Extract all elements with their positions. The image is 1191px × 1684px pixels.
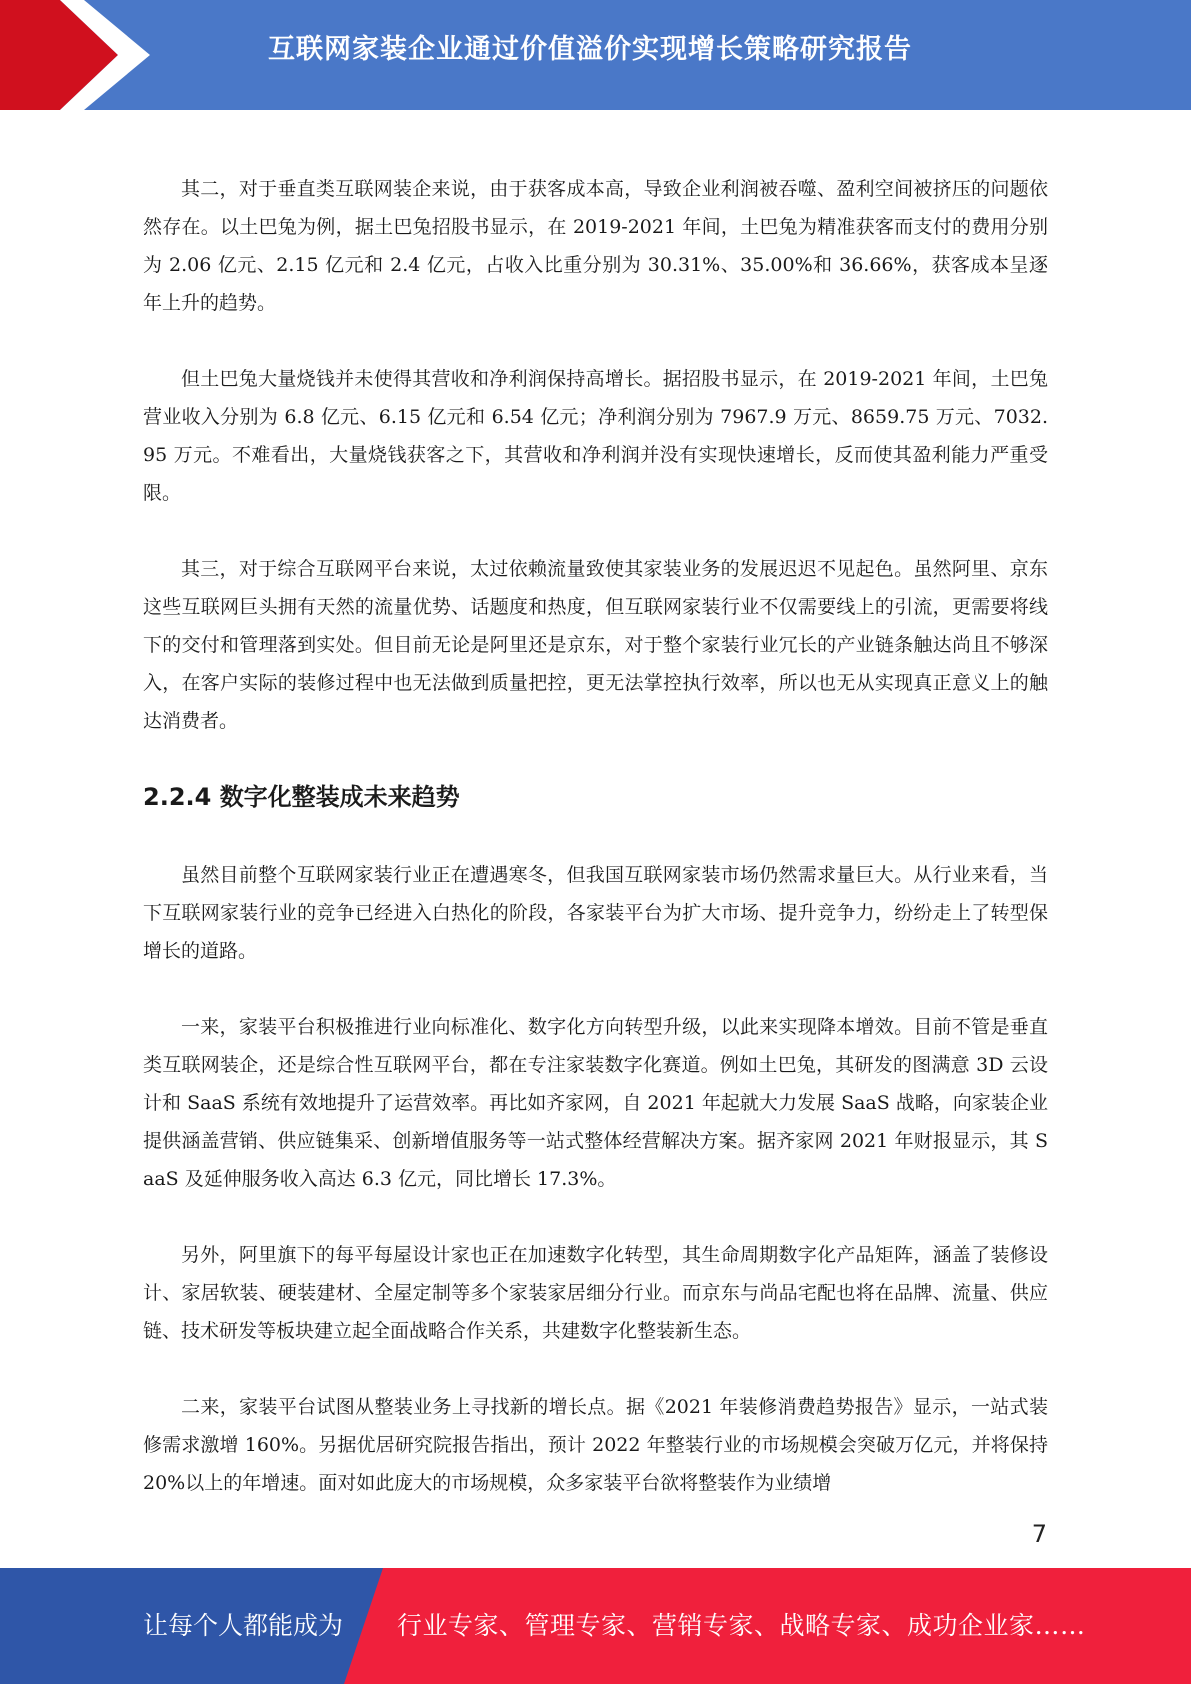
paragraph: 虽然目前整个互联网家装行业正在遭遇寒冬，但我国互联网家装市场仍然需求量巨大。从行业来看，当下互联网家装行业的竞争已经进入白热化的阶段，各家装平台为扩大市场、提升竞争力，纷纷走上了转型保增长的道路。 [143,864,1048,962]
paragraph: 但土巴兔大量烧钱并未使得其营收和净利润保持高增长。据招股书显示，在 2019-2021 年间，土巴兔营业收入分别为 6.8 亿元、6.15 亿元和 6.54 亿元；净利润分别为 7967.9 万元、8659.75 万元、7032.95 万元。不难看出，大量烧钱获客之下，其营收和净利润并没有实现快速增长，反而使其盈利能力严重受限。 [143,368,1048,504]
paragraph: 另外，阿里旗下的每平每屋设计家也正在加速数字化转型，其生命周期数字化产品矩阵，涵盖了装修设计、家居软装、硬装建材、全屋定制等多个家装家居细分行业。而京东与尚品宅配也将在品牌、流量、供应链、技术研发等板块建立起全面战略合作关系，共建数字化整装新生态。 [143,1244,1048,1342]
page-footer [0,1568,1191,1684]
document-body [143,170,1048,1502]
paragraph: 其三，对于综合互联网平台来说，太过依赖流量致使其家装业务的发展迟迟不见起色。虽然阿里、京东这些互联网巨头拥有天然的流量优势、话题度和热度，但互联网家装行业不仅需要线上的引流，更需要将线下的交付和管理落到实处。但目前无论是阿里还是京东，对于整个家装行业冗长的产业链条触达尚且不够深入，在客户实际的装修过程中也无法做到质量把控，更无法掌控执行效率，所以也无从实现真正意义上的触达消费者。 [143,558,1048,732]
report-title: 互联网家装企业通过价值溢价实现增长策略研究报告 [268,34,912,65]
section-heading: 2.2.4 数字化整装成未来趋势 [143,783,460,811]
footer-slogan-left: 让每个人都能成为 [143,1611,344,1640]
footer-slogan-right: 行业专家、管理专家、营销专家、战略专家、成功企业家…… [397,1611,1086,1640]
paragraph: 其二，对于垂直类互联网装企来说，由于获客成本高，导致企业利润被吞噬、盈利空间被挤压的问题依然存在。以土巴兔为例，据土巴兔招股书显示，在 2019-2021 年间，土巴兔为精准获客而支付的费用分别为 2.06 亿元、2.15 亿元和 2.4 亿元，占收入比重分别为 30.31%、35.00%和 36.66%，获客成本呈逐年上升的趋势。 [143,178,1048,314]
paragraph: 一来，家装平台积极推进行业向标准化、数字化方向转型升级，以此来实现降本增效。目前不管是垂直类互联网装企，还是综合性互联网平台，都在专注家装数字化赛道。例如土巴兔，其研发的图满意 3D 云设计和 SaaS 系统有效地提升了运营效率。再比如齐家网，自 2021 年起就大力发展 SaaS 战略，向家装企业提供涵盖营销、供应链集采、创新增值服务等一站式整体经营解决方案。据齐家网 2021 年财报显示，其 SaaS 及延伸服务收入高达 6.3 亿元，同比增长 17.3%。 [143,1016,1048,1190]
page-header [0,0,1191,110]
page-number: 7 [1031,1520,1047,1548]
paragraph: 二来，家装平台试图从整装业务上寻找新的增长点。据《2021 年装修消费趋势报告》显示，一站式装修需求激增 160%。另据优居研究院报告指出，预计 2022 年整装行业的市场规模会突破万亿元，并将保持 20%以上的年增速。面对如此庞大的市场规模，众多家装平台欲将整装作为业绩增 [143,1396,1048,1494]
